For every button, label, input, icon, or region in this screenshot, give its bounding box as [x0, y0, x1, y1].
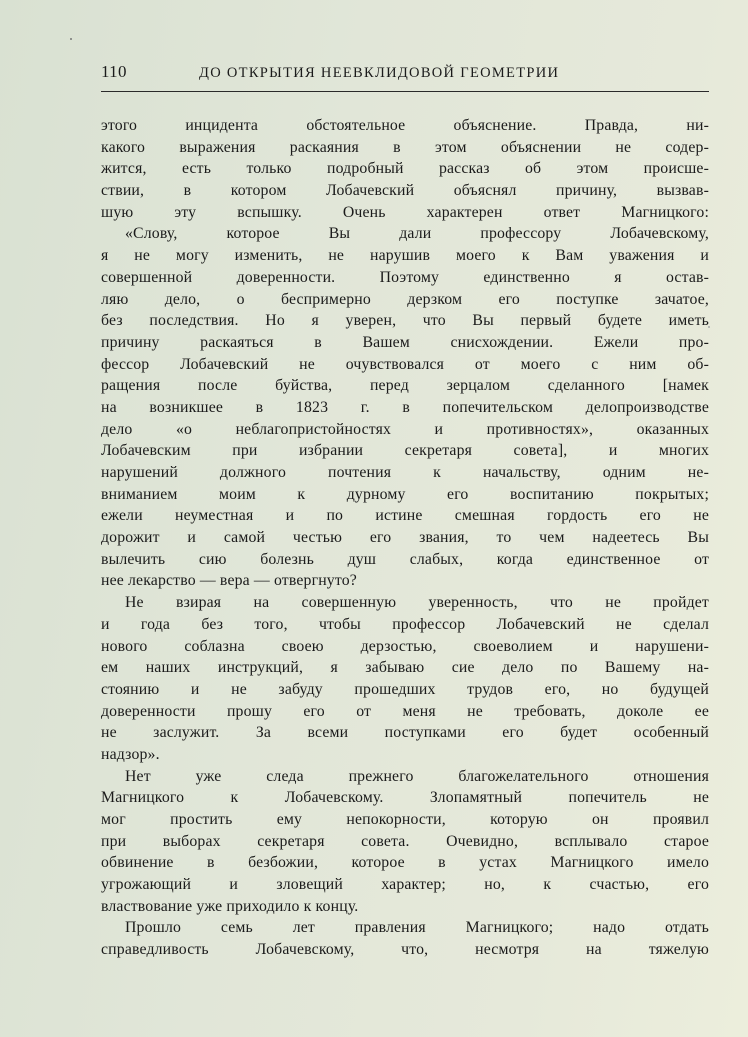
- book-page: [101, 62, 709, 961]
- text-line: властвование уже приходило к концу.: [101, 897, 359, 915]
- text-line: справедливость Лобачевскому, что, несмотря на тяжелую: [101, 941, 709, 959]
- text-line: я не могу изменить, не нарушив моего к Вам уважения и: [101, 247, 709, 265]
- header-rule: [101, 91, 709, 92]
- text-line: Лобачевским при избрании секретаря совета], и многих: [101, 442, 709, 460]
- text-line: Нет уже следа прежнего благожелательного отношения: [125, 767, 709, 785]
- text-line: доверенности прошу его от меня не требовать, доколе ее: [101, 702, 709, 720]
- text-line: фессор Лобачевский не очувствовался от моего с ним об-: [101, 355, 709, 373]
- running-head: [101, 62, 709, 86]
- text-line: вниманием моим к дурному его воспитанию покрытых;: [101, 485, 709, 503]
- text-line: обвинение в безбожии, которое в устах Магницкого имело: [101, 854, 709, 872]
- text-line: без последствия. Но я уверен, что Вы первый будете иметь: [101, 312, 709, 330]
- text-line: при выборах секретаря совета. Очевидно, всплывало старое: [101, 832, 709, 850]
- text-line: нее лекарство — вера — отвергнуто?: [101, 572, 357, 590]
- text-line: шую эту вспышку. Очень характерен ответ Магницкого:: [101, 203, 709, 221]
- text-line: и года без того, чтобы профессор Лобачевский не сделал: [101, 615, 709, 633]
- text-line: вылечить сию болезнь душ слабых, когда единственное от: [101, 550, 709, 568]
- running-title: ДО ОТКРЫТИЯ НЕЕВКЛИДОВОЙ ГЕОМЕТРИИ: [199, 65, 560, 81]
- text-line: нарушений должного почтения к начальству, одним не-: [101, 464, 709, 481]
- text-line: ращения после буйства, перед зерцалом сделанного [намек: [101, 377, 709, 395]
- text-line: ем наших инструкций, я забываю сие дело по Вашему на-: [101, 659, 709, 677]
- text-line: на возникшее в 1823 г. в попечительском делопроизводстве: [101, 398, 709, 416]
- text-line: дорожит и самой честью его звания, то чем надеетесь Вы: [101, 529, 709, 547]
- text-line: стоянию и не забуду прошедших трудов его, но будущей: [101, 680, 709, 698]
- text-line: Не взирая на совершенную уверенность, что не пройдет: [125, 594, 709, 612]
- text-line: «Слову, которое Вы дали профессору Лобачевскому,: [125, 225, 709, 243]
- text-line: ежели неуместная и по истине смешная гордость его не: [101, 507, 709, 525]
- page-number: 110: [101, 62, 127, 81]
- text-line: причину раскаяться в Вашем снисхождении. Ежели про-: [101, 333, 709, 351]
- text-line: ляю дело, о беспримерно дерзком его поступке зачатое,: [101, 290, 709, 308]
- text-line: надзор».: [101, 745, 160, 763]
- text-line: не заслужит. За всеми поступками его будет особенный: [101, 724, 709, 742]
- text-line: мог простить ему непокорности, которую он проявил: [101, 811, 709, 828]
- text-line: ствии, в котором Лобачевский объяснял причину, вызвав-: [101, 182, 709, 200]
- text-line: жится, есть только подробный рассказ об этом происше-: [101, 160, 709, 178]
- text-line: этого инцидента обстоятельное объяснение. Правда, ни-: [101, 117, 709, 134]
- text-line: угрожающий и зловещий характер; но, к счастью, его: [101, 876, 709, 894]
- text-line: Магницкого к Лобачевскому. Злопамятный попечитель не: [101, 789, 709, 807]
- text-line: Прошло семь лет правления Магницкого; надо отдать: [125, 919, 709, 937]
- paper-speck: [70, 38, 72, 40]
- text-line: совершенной доверенности. Поэтому единственно я остав-: [101, 268, 709, 286]
- text-line: какого выражения раскаяния в этом объяснении не содер-: [101, 138, 709, 156]
- body-text: [101, 115, 709, 961]
- text-line: дело «о неблагопристойностях и противностях», оказанных: [101, 420, 709, 438]
- text-line: нового соблазна своею дерзостью, своеволием и нарушени-: [101, 637, 709, 655]
